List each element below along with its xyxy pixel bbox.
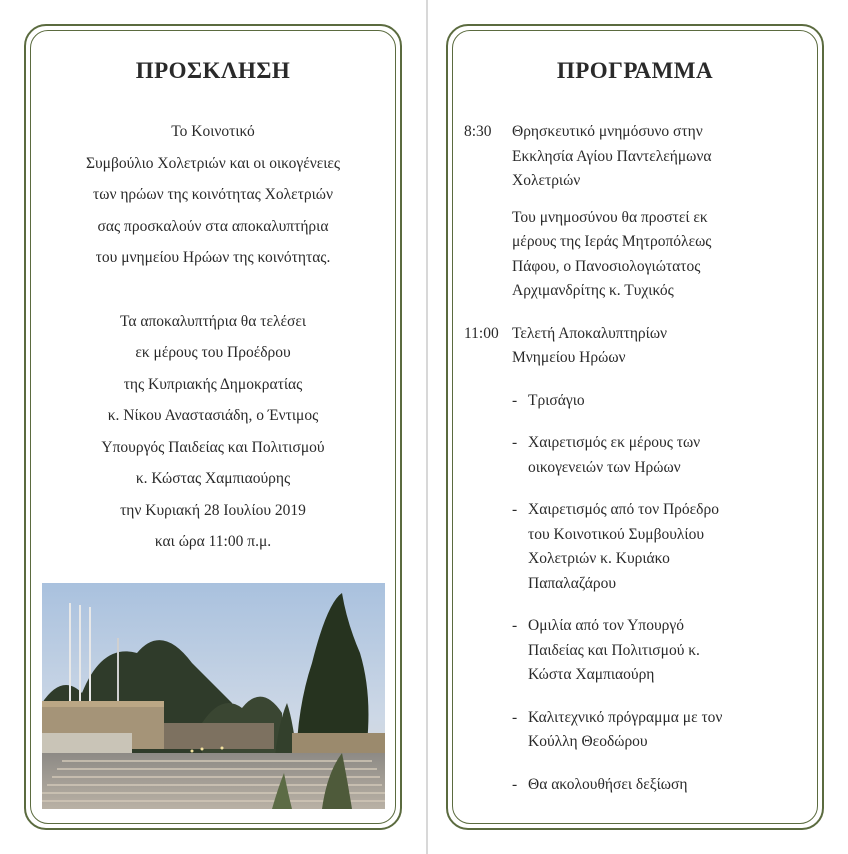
program-sub-item — [512, 773, 816, 798]
program-time: 11:00 — [464, 324, 499, 342]
program-panel — [446, 24, 824, 830]
program-sub-item — [512, 389, 816, 414]
program-line: Παπαλαζάρου — [528, 574, 617, 592]
monument-photo — [42, 583, 385, 809]
invitation-line: Το Κοινοτικό — [171, 123, 255, 140]
bullet-dash: - — [512, 434, 518, 451]
program-line: Θα ακολουθήσει δεξίωση — [528, 775, 688, 793]
program-line: Του μνημοσύνου θα προστεί εκ — [512, 208, 708, 226]
program-line: Κώστα Χαμπιαούρη — [528, 666, 655, 683]
invitation-text — [40, 116, 386, 558]
program-list — [464, 120, 816, 797]
bullet-dash: - — [512, 617, 518, 634]
program-item — [464, 120, 816, 194]
invitation-line: του μνημείου Ηρώων της κοινότητας. — [95, 249, 331, 266]
program-line: Μνημείου Ηρώων — [512, 349, 626, 366]
program-line: Χολετριών — [512, 172, 581, 189]
invitation-line: κ. Κώστας Χαμπιαούρης — [135, 470, 291, 487]
program-sub-item — [512, 614, 816, 688]
invitation-title: ΠΡΟΣΚΛΗΣΗ — [135, 58, 291, 83]
invitation-line: κ. Νίκου Αναστασιάδη, ο Έντιμος — [107, 407, 319, 424]
program-line: Χολετριών κ. Κυριάκο — [528, 550, 670, 567]
program-line: του Κοινοτικού Συμβουλίου — [528, 525, 704, 543]
bullet-dash: - — [512, 775, 518, 793]
program-line: Αρχιμανδρίτης κ. Τυχικός — [512, 282, 674, 299]
program-line: Ομιλία από τον Υπουργό — [528, 617, 684, 634]
program-item — [464, 322, 816, 371]
invitation-line: σας προσκαλούν στα αποκαλυπτήρια — [97, 217, 329, 235]
program-line: Χαιρετισμός από τον Πρόεδρο — [528, 501, 719, 518]
program-line: οικογενειών των Ηρώων — [528, 458, 681, 476]
program-description — [512, 322, 816, 371]
program-line: Κούλλη Θεοδώρου — [528, 733, 648, 750]
page-fold-line — [426, 0, 428, 854]
program-note — [512, 206, 816, 304]
program-line: Καλιτεχνικό πρόγραμμα με τον — [528, 708, 723, 726]
invitation-line: και ώρα 11:00 π.μ. — [154, 533, 272, 550]
program-line: Τελετή Αποκαλυπτηρίων — [512, 324, 668, 342]
program-line: Εκκλησία Αγίου Παντελεήμωνα — [512, 147, 712, 165]
program-title: ΠΡΟΓΡΑΜΜΑ — [556, 58, 714, 83]
invitation-line: Συμβούλιο Χολετριών και οι οικογένειες — [85, 154, 341, 172]
program-line: Τρισάγιο — [528, 391, 585, 409]
program-line: Χαιρετισμός εκ μέρους των — [528, 434, 701, 451]
program-line: Πάφου, ο Πανοσιολογιώτατος — [512, 257, 701, 275]
program-description — [512, 120, 816, 194]
bullet-dash: - — [512, 501, 518, 518]
invitation-panel — [24, 24, 402, 830]
program-sub-items — [512, 389, 816, 798]
bullet-dash: - — [512, 391, 518, 409]
program-sub-item — [512, 706, 816, 755]
invitation-line: της Κυπριακής Δημοκρατίας — [123, 375, 303, 393]
program-time: 8:30 — [464, 123, 492, 140]
program-sub-item — [512, 431, 816, 480]
program-line: Παιδείας και Πολιτισμού κ. — [528, 641, 700, 659]
invitation-line: εκ μέρους του Προέδρου — [135, 344, 291, 361]
program-line: Θρησκευτικό μνημόσυνο στην — [512, 123, 703, 140]
program-sub-item — [512, 498, 816, 596]
invitation-line: Υπουργός Παιδείας και Πολιτισμού — [101, 438, 325, 456]
invitation-line: των ηρώων της κοινότητας Χολετριών — [93, 186, 333, 203]
invitation-line: Τα αποκαλυπτήρια θα τελέσει — [119, 312, 307, 330]
invitation-line: την Κυριακή 28 Ιουλίου 2019 — [120, 501, 306, 519]
bullet-dash: - — [512, 708, 518, 726]
program-line: μέρους της Ιεράς Μητροπόλεως — [512, 233, 712, 250]
